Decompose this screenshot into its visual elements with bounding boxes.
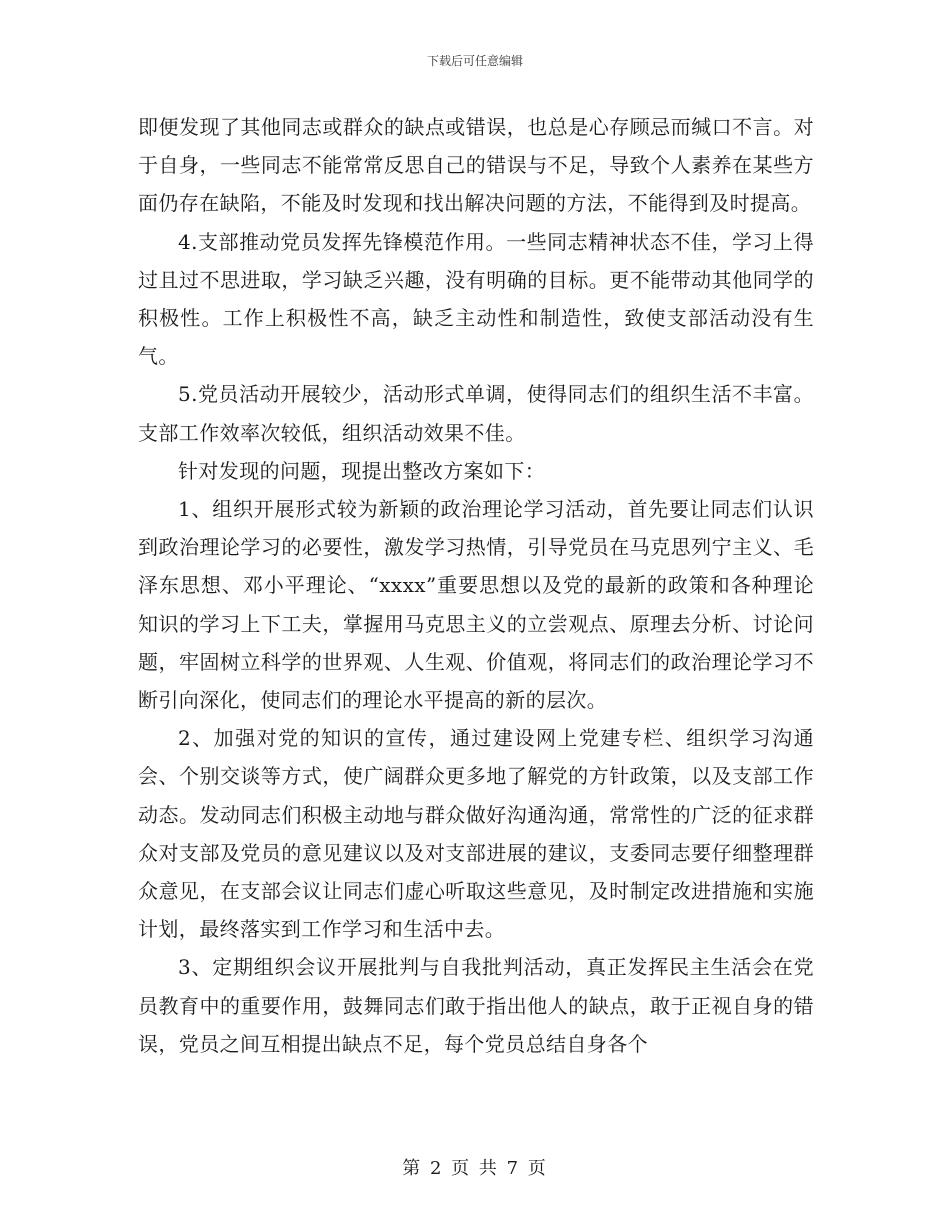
paragraph-plan-1: 1、组织开展形式较为新颖的政治理论学习活动，首先要让同志们认识到政治理论学习的必要性，激发学习热情，引导党员在马克思列宁主义、毛泽东思想、邓小平理论、“xxxx”重要思想以及党的最新的政策和各种理论知识的学习上下工夫，掌握用马克思主义的立尝观点、原理去分析、讨论问题，牢固树立科学的世界观、人生观、价值观，将同志们的政治理论学习不断引向深化，使同志们的理论水平提高的新的层次。 xyxy=(138,497,814,713)
paragraph-continuation: 即便发现了其他同志或群众的缺点或错误，也总是心存顾忌而缄口不言。对于自身，一些同志不能常常反思自己的错误与不足，导致个人素养在某些方面仍存在缺陷，不能及时发现和找出解决问题的方法，不能得到及时提高。 xyxy=(138,115,814,216)
paragraph-item-4: 4.支部推动党员发挥先锋模范作用。一些同志精神状态不佳，学习上得过且过不思进取，学习缺乏兴趣，没有明确的目标。更不能带动其他同学的积极性。工作上积极性不高，缺乏主动性和制造性，致使支部活动没有生气。 xyxy=(138,229,814,369)
paragraph-proposal-intro: 针对发现的问题，现提出整改方案如下： xyxy=(178,458,546,483)
page-number-footer: 第 2 页 共 7 页 xyxy=(402,1158,548,1179)
paragraph-item-5: 5.党员活动开展较少，活动形式单调，使得同志们的组织生活不丰富。支部工作效率次较低，组织活动效果不佳。 xyxy=(138,382,814,445)
paragraph-plan-3: 3、定期组织会议开展批判与自我批判活动，真正发挥民主生活会在党员教育中的重要作用，鼓舞同志们敢于指出他人的缺点，敢于正视自身的错误，党员之间互相提出缺点不足，每个党员总结自身各个 xyxy=(138,955,814,1056)
page-header: 下载后可任意编辑 xyxy=(426,54,523,68)
paragraph-plan-2: 2、加强对党的知识的宣传，通过建设网上党建专栏、组织学习沟通会、个别交谈等方式，使广阔群众更多地了解党的方针政策，以及支部工作动态。发动同志们积极主动地与群众做好沟通沟通，常常性的广泛的征求群众对支部及党员的意见建议以及对支部进展的建议，支委同志要仔细整理群众意见，在支部会议让同志们虚心听取这些意见，及时制定改进措施和实施计划，最终落实到工作学习和生活中去。 xyxy=(138,726,814,942)
document-body xyxy=(138,108,814,1063)
